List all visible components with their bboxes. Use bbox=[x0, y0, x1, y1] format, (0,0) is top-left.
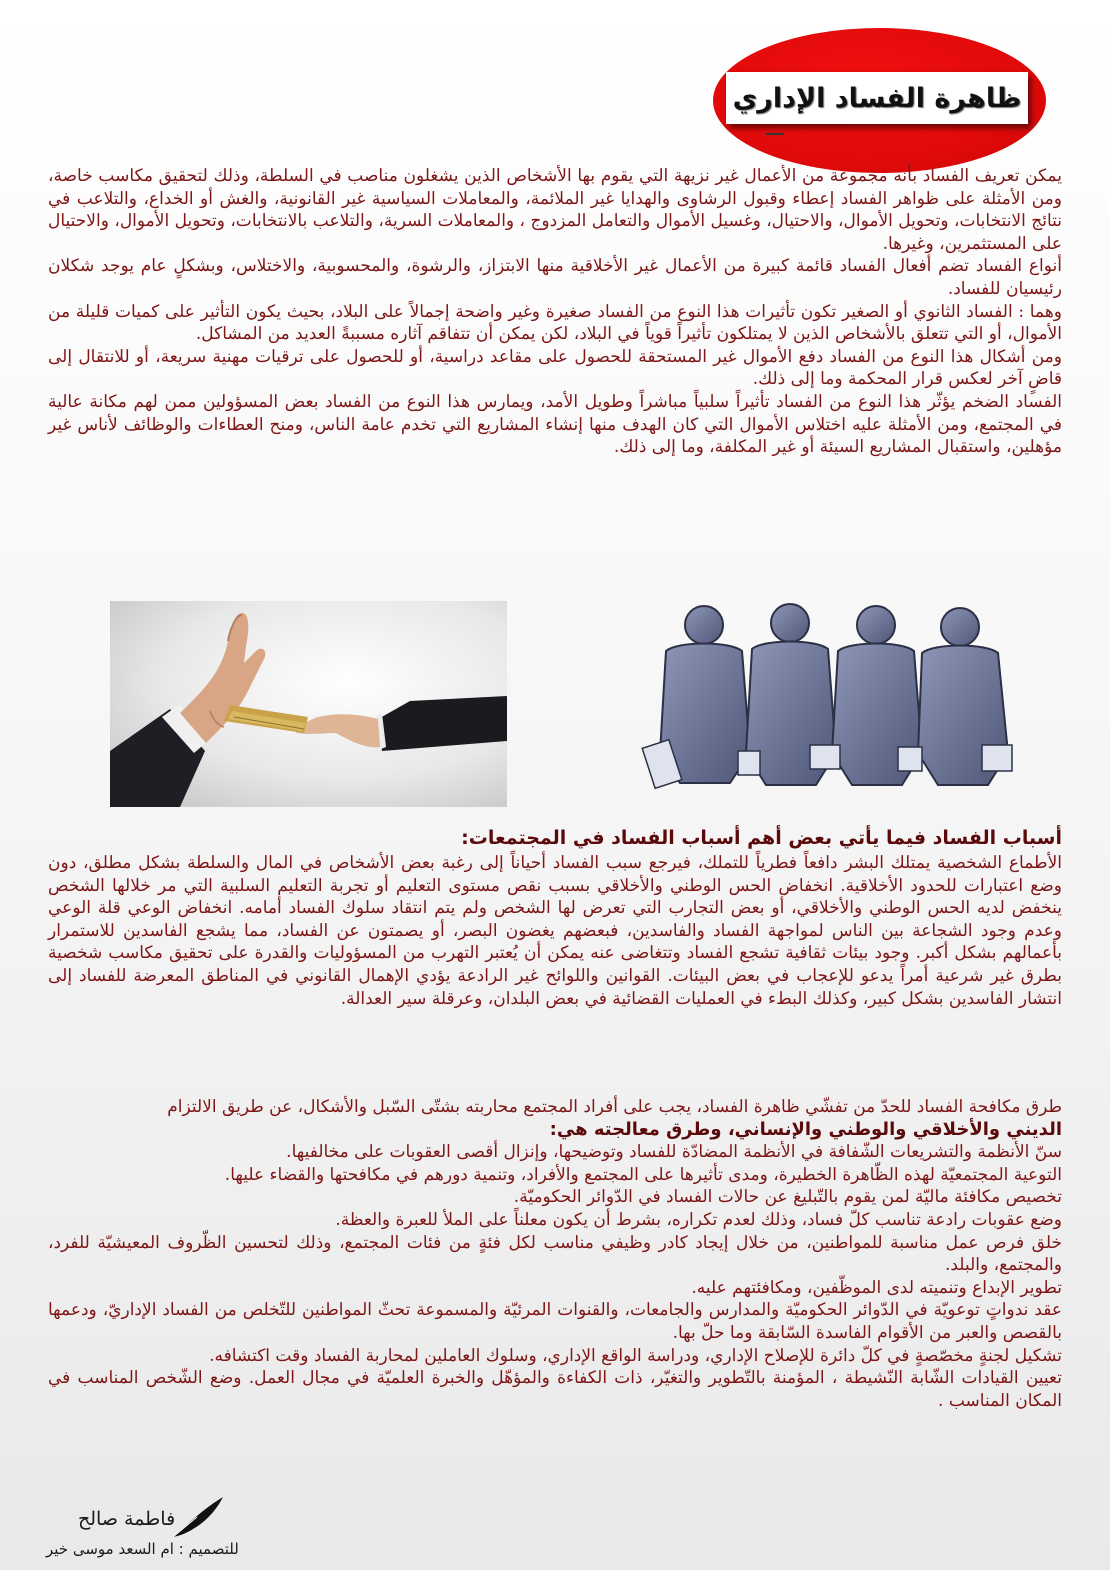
fight-section bbox=[48, 1096, 1062, 1412]
fight-item: تخصيص مكافئة ماليّة لمن يقوم بالتّبليغ عن حالات الفساد في الدّوائر الحكوميّة. bbox=[513, 1187, 1062, 1208]
fight-heading: الديني والأخلاقي والوطني والإنساني، وطرق معالجته هي: bbox=[549, 1118, 1062, 1140]
fight-item: عقد ندواتٍ توعويّة في الدّوائر الحكوميّة والمدارس والجامعات، والقنوات المرئيّة والمسموعة تحثّ المواطنين للتّخلص من الفساد الإداريّ، ودعمها بالقصص والعبر من الأقوام الفاسدة السّابقة وما حلّ بها. bbox=[48, 1300, 1062, 1343]
author-name: فاطمة صالح bbox=[78, 1508, 176, 1530]
bribe-refusal-illustration bbox=[110, 601, 507, 807]
intro-section bbox=[48, 165, 1062, 459]
intro-paragraph: الفساد الضخم يؤثّر هذا النوع من الفساد تأثيراً سلبياً مباشراً وطويل الأمد، ويمارس هذا النوع من الفساد بعض المسؤولين ممن لهم مكانة عالية في المجتمع، ومن الأمثلة عليه اختلاس الأموال التي كان الهدف منها إنشاء المشاريع التي تخدم عامة الناس، ومنح العطاءات والوظائف لأناس غير مؤهلين، واستقبال المشاريع السيئة أو غير المكلفة، وما إلى ذلك. bbox=[48, 391, 1062, 458]
intro-paragraph: يمكن تعريف الفساد بأنه مجموعة من الأعمال غير نزيهة التي يقوم بها الأشخاص الذين يشغلون مناصب في السلطة، وذلك لتحقيق مكاسب خاصة، ومن الأمثلة على ظواهر الفساد إعطاء وقبول الرشاوى والهدايا غير الملائمة، والمعاملات السياسية غير القانونية، والغش أو الخداع، والتلاعب في نتائج الانتخابات، وتحويل الأموال، والاحتيال، وغسيل الأموال والتعامل المزدوج ، والمعاملات السرية، والتلاعب بالانتخابات، وتحويل الأموال، والاحتيال على المستثمرين، وغيرها. bbox=[48, 166, 1062, 254]
causes-section bbox=[48, 827, 1062, 1010]
bribe-refusal-photo bbox=[110, 601, 507, 807]
fight-item: تعيين القيادات الشّابة النّشيطة ، المؤمنة بالتّطوير والتغيّر، ذات الكفاءة والمؤهّل والخبرة العلميّة في مجال العمل. وضع الشّخص المناسب في المكان المناسب . bbox=[48, 1368, 1062, 1411]
title-box bbox=[726, 72, 1028, 124]
fight-item: التوعية المجتمعيّة لهذه الظّاهرة الخطيرة، ومدى تأثيرها على المجتمع والأفراد، وتنمية دورهم في مكافحتها والقضاء عليها. bbox=[224, 1164, 1062, 1185]
causes-paragraph: الأطماع الشخصية يمتلك البشر دافعاً فطرياً للتملك، فيرجع سبب الفساد أحياناً إلى رغبة بعض الأشخاص في المال والسلطة بشكل مطلق، دون وضع اعتبارات للحدود الأخلاقية. انخفاض الحس الوطني والأخلاقي بسبب نقص مستوى التعليم أو تجربة التعليم السلبية التي مر خلالها الشخص ينخفض لديه الحس الوطني والأخلاقي، أو بعض التجارب التي تعرض لها الشخص ولم يتم انتقاد سلوك الفساد أمامه. انخفاض الوعي قلة الوعي وعدم وجود الشجاعة بين الناس لمواجهة الفساد والفاسدين، فبعضهم يغضون البصر، أو يصمتون عن الفساد، مما يشجع الفاسدين للاستمرار بأعمالهم بشكل أكبر. وجود بيئات ثقافية تشجع الفساد وتتغاضى عنه يمكن أن يُعتبر التهرب من المسؤوليات والقدرة على تحقيق مكاسب شخصية بطرق غير شرعية أمراً يدعو للإعجاب في بعض البيئات. القوانين واللوائح غير الرادعة يؤدي الإهمال القانوني في المناطق المعرضة للفساد إلى انتشار الفاسدين بشكل كبير، وكذلك البطء في العمليات القضائية في بعض البلدان، وعرقلة سير العدالة. bbox=[48, 853, 1062, 1009]
fight-item: تطوير الإبداع وتنميته لدى الموظّفين، ومكافئتهم عليه. bbox=[691, 1277, 1062, 1298]
page-title: ظاهرة الفساد الإداري bbox=[732, 82, 1022, 114]
fight-intro: طرق مكافحة الفساد للحدّ من تفشّي ظاهرة الفساد، يجب على أفراد المجتمع محاربته بشتّى السّبل والأشكال، عن طريق الالتزام bbox=[167, 1097, 1062, 1117]
corruption-men-illustration bbox=[638, 603, 1031, 800]
intro-paragraph: وهما : الفساد الثانوي أو الصغير تكون تأثيرات هذا النوع من الفساد صغيرة وغير واضحة إجمالاً على البلاد، بحيث يكون التأثير على كميات قليلة من الأموال، أو التي تتعلق بالأشخاص الذين لا يمتلكون تأثيراً قوياً في البلاد، لكن يمكن أن تتفاقم آثاره مسببةً العديد من المشاكل. bbox=[48, 301, 1062, 345]
fight-item: سنّ الأنظمة والتشريعات الشّفافة في الأنظمة المضادّة للفساد وتوضيحها، وإنزال أقصى العقوبات على مخالفيها. bbox=[286, 1142, 1062, 1163]
intro-paragraph: ومن أشكال هذا النوع من الفساد دفع الأموال غير المستحقة للحصول على مقاعد دراسية، أو للحصول على ترقيات مهنية سريعة، أو للانتقال إلى قاضٍ آخر لعكس قرار المحكمة وما إلى ذلك. bbox=[48, 346, 1062, 390]
intro-paragraph: أنواع الفساد تضم أفعال الفساد قائمة كبيرة من الأعمال غير الأخلاقية منها الابتزاز، والرشوة، والمحسوبية، والاختلاس، وبشكلٍ عام يوجد شكلان رئيسيان للفساد. bbox=[48, 256, 1062, 299]
designer-credit: للتصميم : ام السعد موسى خير bbox=[46, 1540, 239, 1558]
fight-item: خلق فرص عمل مناسبة للمواطنين، من خلال إيجاد كادر وظيفي مناسب لكل فئةٍ من فئات المجتمع، وذلك لتحسين الظّروف المعيشيّة للفرد، والمجتمع، والبلد. bbox=[48, 1232, 1062, 1276]
fight-item: وضع عقوبات رادعة تناسب كلّ فساد، وذلك لعدم تكراره، بشرط أن يكون معلناً على الملأ للعبرة والعظة. bbox=[335, 1209, 1062, 1230]
causes-heading: أسباب الفساد فيما يأتي بعض أهم أسباب الفساد في المجتمعات: bbox=[461, 827, 1062, 849]
quill-pen-icon bbox=[167, 1495, 227, 1541]
fight-item: تشكيل لجنةٍ مخصّصةٍ في كلّ دائرة للإصلاح الإداري، ودراسة الواقع الإداري، وسلوك العاملين لمحاربة الفساد وقت اكتشافه. bbox=[209, 1345, 1062, 1366]
men-behind-backs-drawing bbox=[638, 603, 1031, 800]
title-dash bbox=[766, 133, 784, 135]
